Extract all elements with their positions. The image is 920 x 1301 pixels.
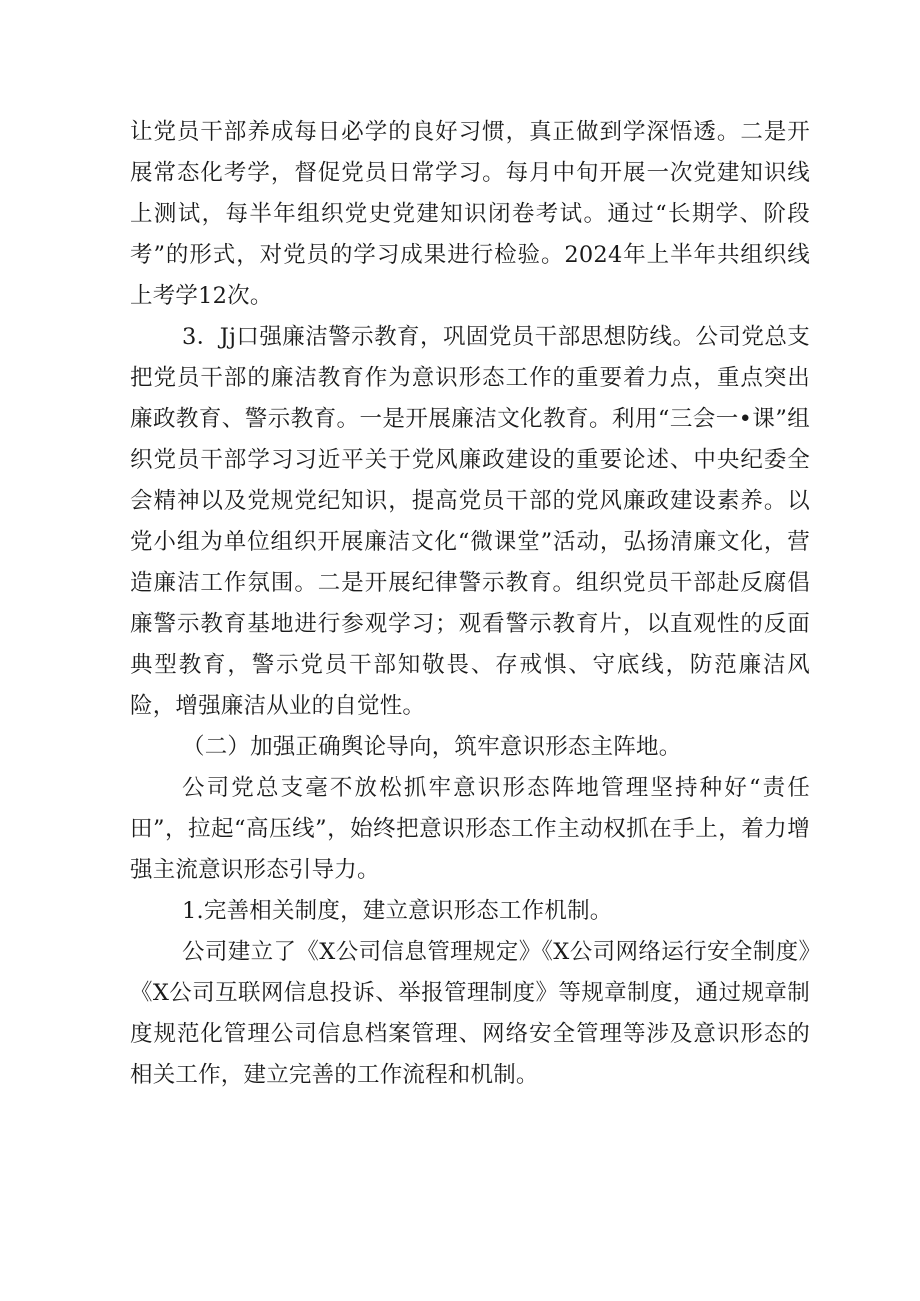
paragraph-integrity-education: 3．Jj口强廉洁警示教育，巩固党员干部思想防线。公司党总支把党员干部的廉洁教育作为意识形态工作的重要着力点，重点突出廉政教育、警示教育。一是开展廉洁文化教育。利用“三会一•课”组织党员干部学习习近平关于党风廉政建设的重要论述、中央纪委全会精神以及党规党纪知识，提高党员干部的党风廉政建设素养。以党小组为单位组织开展廉洁文化“微课堂”活动，弘扬清廉文化，营造廉洁工作氛围。二是开展纪律警示教育。组织党员干部赴反腐倡廉警示教育基地进行参观学习；观看警示教育片，以直观性的反面典型教育，警示党员干部知敬畏、存戒惧、守底线，防范廉洁风险，增强廉洁从业的自觉性。 — [130, 324, 810, 719]
paragraph-study-habits: 让党员干部养成每日必学的良好习惯，真正做到学深悟透。二是开展常态化考学，督促党员日常学习。每月中旬开展一次党建知识线上测试，每半年组织党史党建知识闭卷考试。通过“长期学、阶段考”的形式，对党员的学习成果进行检验。2024年上半年共组织线上考学12次。 — [130, 119, 810, 309]
subheading-improve-systems: 1.完善相关制度，建立意识形态工作机制。 — [182, 898, 613, 924]
document-body — [130, 112, 810, 1096]
paragraph-regulations: 公司建立了《X公司信息管理规定》《X公司网络运行安全制度》《X公司互联网信息投诉、举报管理制度》等规章制度，通过规章制度规范化管理公司信息档案管理、网络安全管理等涉及意识形态的相关工作，建立完善的工作流程和机制。 — [130, 939, 810, 1088]
paragraph-ideology-position: 公司党总支毫不放松抓牢意识形态阵地管理坚持种好“责任田”，拉起“高压线”，始终把意识形态工作主动权抓在手上，着力增强主流意识形态引导力。 — [130, 775, 810, 883]
section-heading-public-opinion: （二）加强正确舆论导向，筑牢意识形态主阵地。 — [182, 734, 682, 760]
